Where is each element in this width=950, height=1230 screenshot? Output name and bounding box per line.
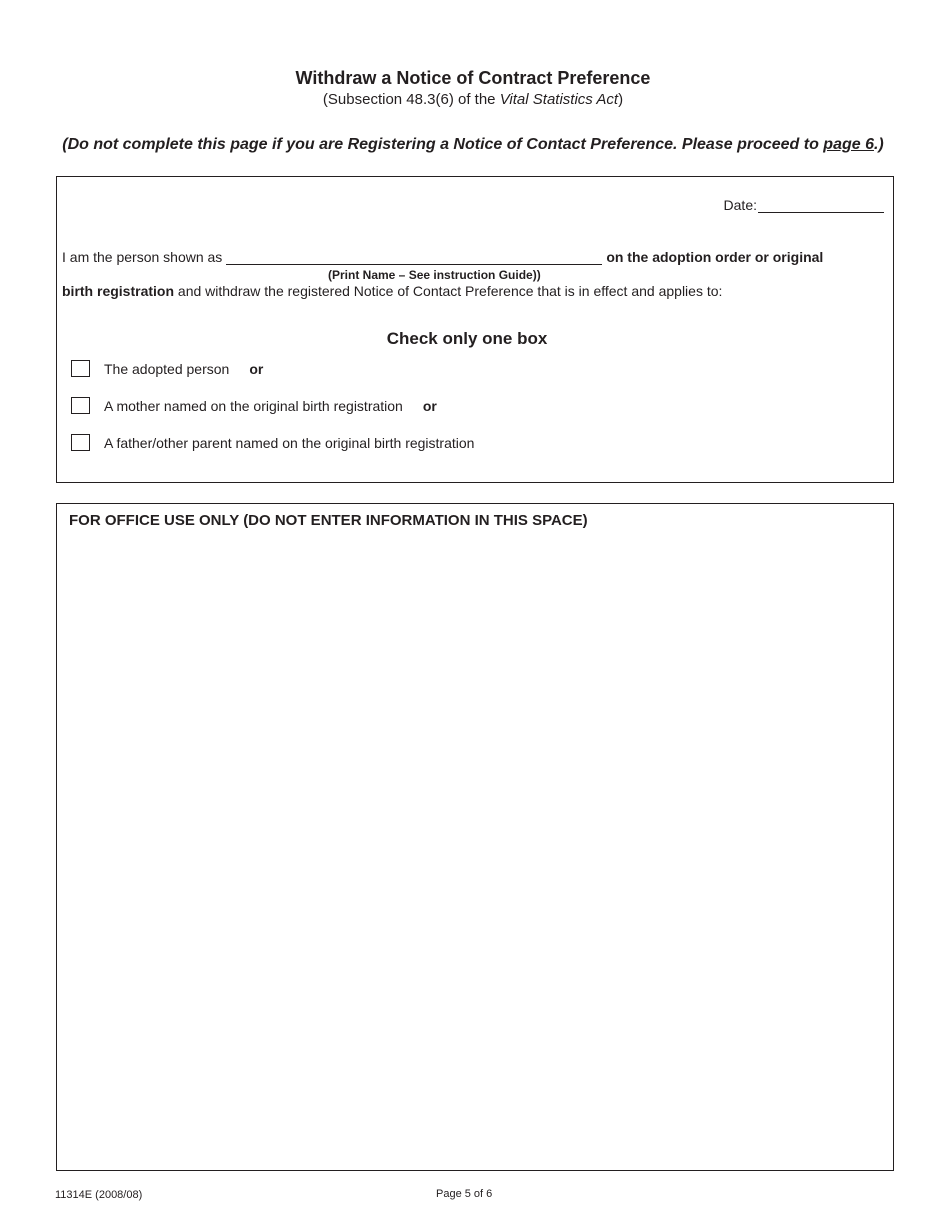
form-number: 11314E (2008/08) <box>55 1189 143 1201</box>
date-label: Date: <box>723 197 757 213</box>
print-name-hint: (Print Name – See instruction Guide)) <box>328 268 541 282</box>
notice-text: (Do not complete this page if you are Registering a Notice of Contact Preference. Please proceed to <box>62 136 824 153</box>
instruction-notice <box>0 136 946 154</box>
notice-end: .) <box>873 136 884 153</box>
option-label: A father/other parent named on the original birth registration <box>104 434 475 451</box>
father-checkbox[interactable] <box>71 434 90 451</box>
option-adopted-person <box>71 360 263 377</box>
option-or: or <box>249 360 264 377</box>
subtitle-suffix: ) <box>618 91 624 108</box>
option-father <box>71 434 474 451</box>
page-number: Page 5 of 6 <box>436 1188 493 1200</box>
adopted-person-checkbox[interactable] <box>71 360 90 377</box>
option-or: or <box>422 397 437 414</box>
page-title: Withdraw a Notice of Contract Preference <box>295 68 651 88</box>
person-statement <box>62 249 823 265</box>
option-mother <box>71 397 437 414</box>
date-row <box>724 197 884 213</box>
page-subtitle <box>0 91 946 108</box>
page-6-link[interactable]: page 6 <box>823 136 874 153</box>
person-prefix: I am the person shown as <box>62 249 223 265</box>
office-use-heading: FOR OFFICE USE ONLY (DO NOT ENTER INFORMATION IN THIS SPACE) <box>69 512 588 529</box>
subtitle-act: Vital Statistics Act <box>499 91 619 108</box>
statement-continuation <box>62 283 722 299</box>
option-label: The adopted person <box>104 360 230 377</box>
continuation-text: and withdraw the registered Notice of Contact Preference that is in effect and applies to: <box>174 283 723 299</box>
subtitle-prefix: (Subsection 48.3(6) of the <box>322 91 500 108</box>
mother-checkbox[interactable] <box>71 397 90 414</box>
office-use-box <box>56 503 894 1171</box>
person-suffix: on the adoption order or original <box>606 249 824 265</box>
name-field[interactable] <box>226 249 602 265</box>
birth-registration-label: birth registration <box>62 283 175 299</box>
date-field[interactable] <box>758 198 884 213</box>
option-label: A mother named on the original birth registration <box>104 397 403 414</box>
check-heading: Check only one box <box>386 329 548 348</box>
